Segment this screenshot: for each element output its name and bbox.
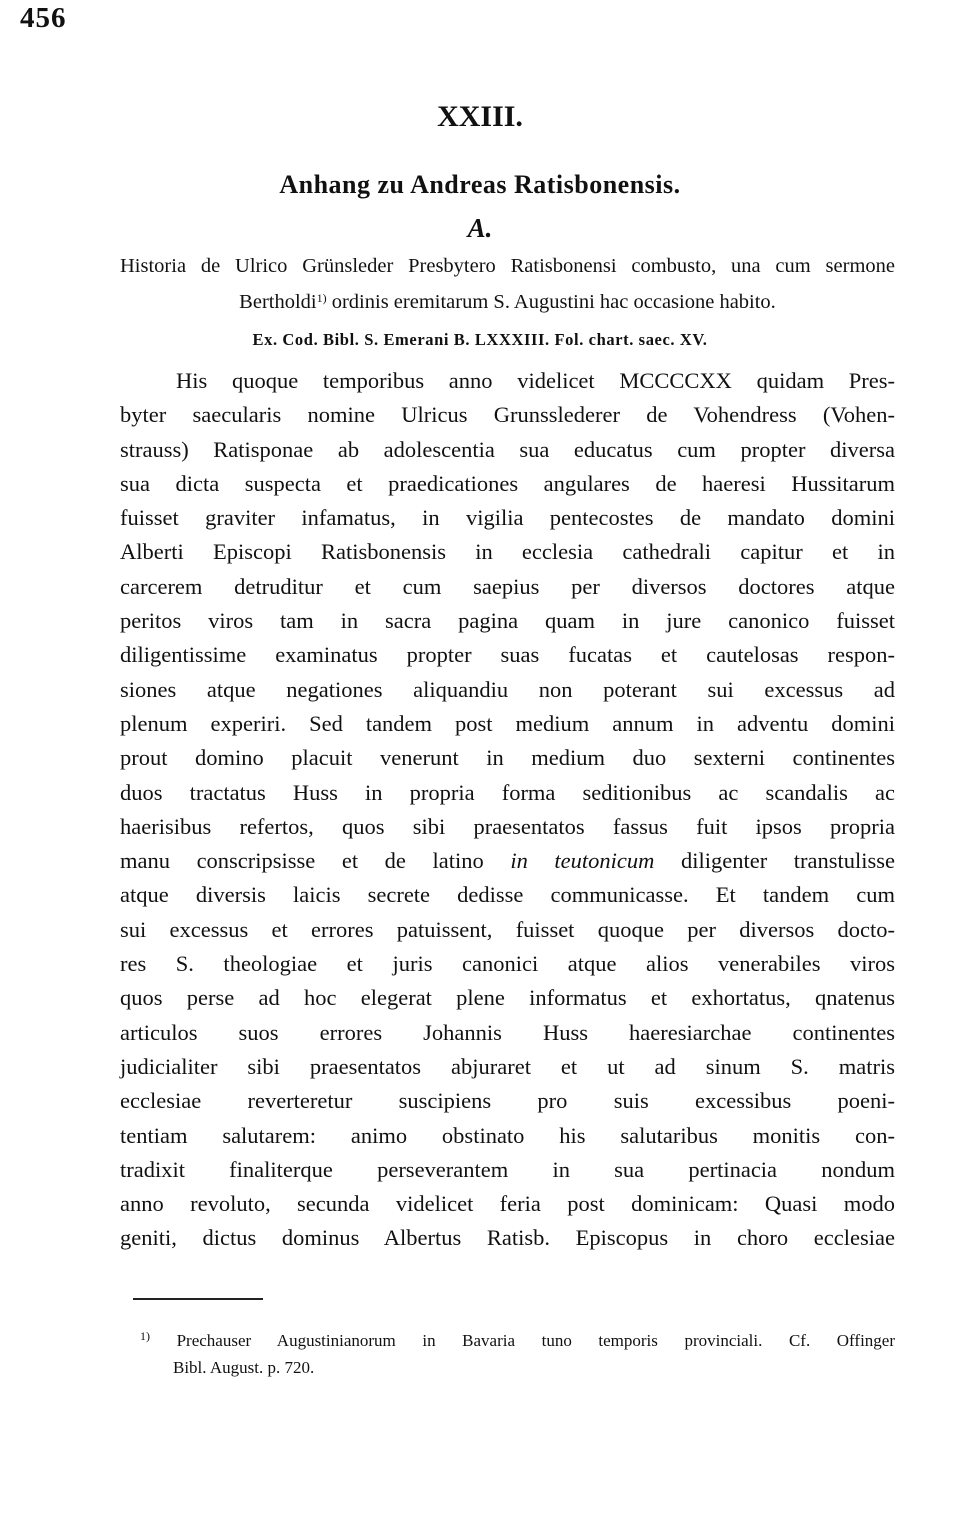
page-number: 456 <box>20 2 67 34</box>
body-line: siones atque negationes aliquandiu non poterant sui excessus ad <box>120 676 895 702</box>
body-line: geniti, dictus dominus Albertus Ratisb. Episcopus in choro ecclesiae <box>120 1225 895 1251</box>
footnote-line-1 <box>140 1323 895 1354</box>
body-line: anno revoluto, secunda videlicet feria post dominicam: Quasi modo <box>120 1191 895 1217</box>
body-line: sua dicta suspecta et praedicationes angulares de haeresi Hussitarum <box>120 470 895 496</box>
body-line: sui excessus et errores patuissent, fuisset quoque per diversos docto- <box>120 916 895 942</box>
body-line: tentiam salutarem: animo obstinato his salutaribus monitis con- <box>120 1122 895 1148</box>
body-line: quos perse ad hoc elegerat plene informatus et exhortatus, qnatenus <box>120 985 895 1011</box>
historia-title <box>120 250 895 318</box>
footnote-reference: 1) <box>316 291 327 305</box>
body-line: plenum experiri. Sed tandem post medium annum in adventu domini <box>120 710 895 736</box>
italic-phrase: in teutonicum <box>510 848 655 874</box>
body-line: His quoque temporibus anno videlicet MCCCCXX quidam Pres- <box>176 368 895 393</box>
body-line: prout domino placuit venerunt in medium duo sexterni continentes <box>120 745 895 771</box>
body-line: fuisset graviter infamatus, in vigilia pentecostes de mandato domini <box>120 505 895 531</box>
body-line-end: diligenter transtulisse <box>680 848 896 874</box>
historia-line-2-end: ordinis eremitarum S. Augustini hac occasione habito. <box>326 291 776 313</box>
footnote-text-1: Prechauser Augustinianorum in Bavaria tuno temporis provinciali. Cf. Offinger <box>176 1331 895 1350</box>
footnote <box>140 1323 895 1381</box>
body-text <box>120 364 895 1256</box>
body-line: tradixit finaliterque perseverantem in sua pertinacia nondum <box>120 1156 895 1182</box>
body-line-with-italic <box>120 844 895 878</box>
body-line: carcerem detruditur et cum saepius per diversos doctores atque <box>120 573 895 599</box>
body-line: duos tractatus Huss in propria forma seditionibus ac scandalis ac <box>120 779 895 805</box>
appendix-title: Anhang zu Andreas Ratisbonensis. <box>279 170 681 199</box>
footnote-divider <box>133 1298 263 1300</box>
body-line: atque diversis laicis secrete dedisse communicasse. Et tandem cum <box>120 882 895 908</box>
body-line: byter saecularis nomine Ulricus Grunsslederer de Vohendress (Vohen- <box>120 402 895 428</box>
body-line: judicialiter sibi praesentatos abjuraret et ut ad sinum S. matris <box>120 1053 895 1079</box>
body-line: strauss) Ratisponae ab adolescentia sua educatus cum propter diversa <box>120 436 895 462</box>
footnote-marker: 1) <box>140 1329 150 1343</box>
body-line: articulos suos errores Johannis Huss haeresiarchae continentes <box>120 1019 895 1045</box>
body-line: Alberti Episcopi Ratisbonensis in ecclesia cathedrali capitur et in <box>120 539 895 565</box>
historia-line-2-start: Bertholdi <box>239 291 317 313</box>
body-line-start: manu conscripsisse et de latino <box>120 848 484 874</box>
body-line: res S. theologiae et juris canonici atque alios venerabiles viros <box>120 951 895 977</box>
body-line: ecclesiae reverteretur suscipiens pro suis excessibus poeni- <box>120 1088 895 1114</box>
section-number: XXIII. <box>437 100 523 133</box>
source-reference: Ex. Cod. Bibl. S. Emerani B. LXXXIII. Fol. chart. saec. XV. <box>252 330 708 349</box>
body-line: diligentissime examinatus propter suas fucatas et cautelosas respon- <box>120 642 895 668</box>
body-line: haerisibus refertos, quos sibi praesentatos fassus fuit ipsos propria <box>120 813 895 839</box>
historia-line-1: Historia de Ulrico Grünsleder Presbytero Ratisbonensi combusto, una cum sermone <box>120 255 895 277</box>
footnote-line-2: Bibl. August. p. 720. <box>173 1358 315 1377</box>
sub-letter: A. <box>467 213 493 243</box>
historia-line-2 <box>120 282 895 318</box>
body-line: peritos viros tam in sacra pagina quam in jure canonico fuisset <box>120 608 895 634</box>
